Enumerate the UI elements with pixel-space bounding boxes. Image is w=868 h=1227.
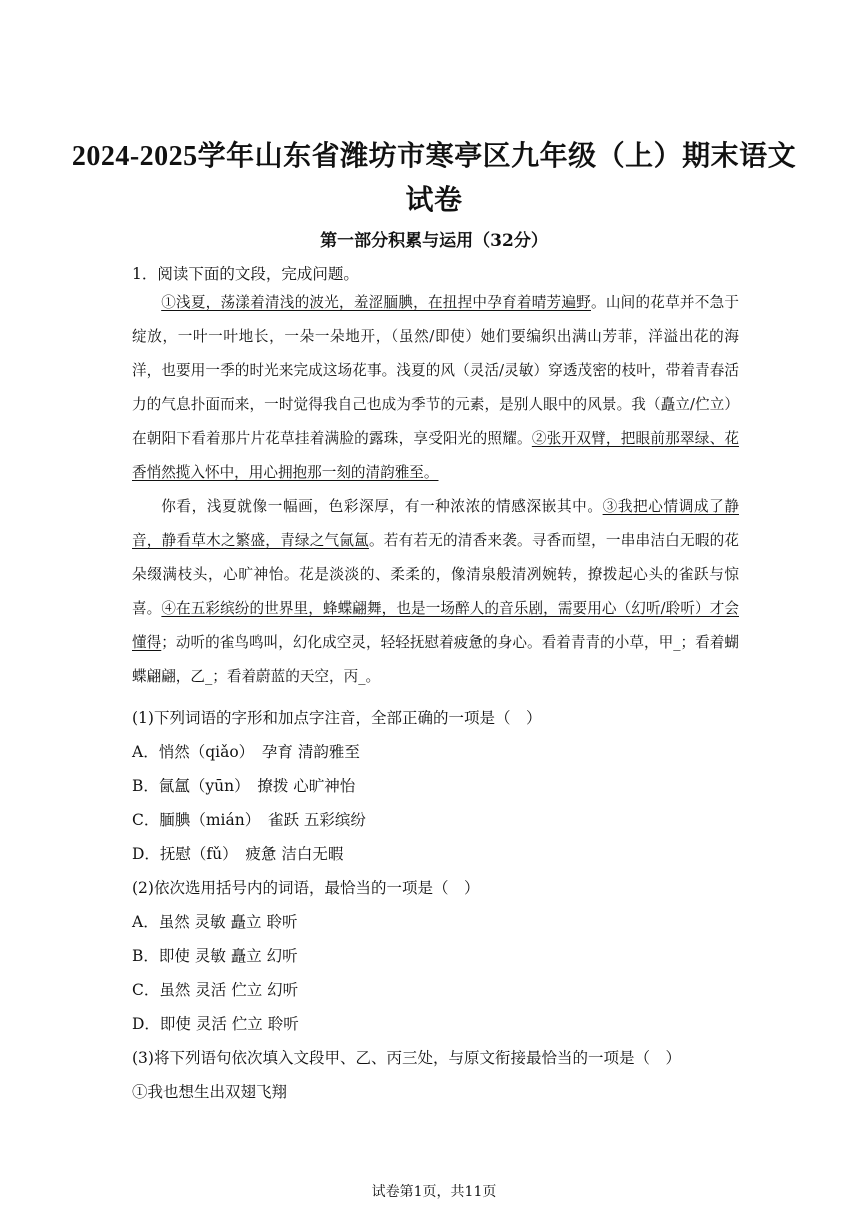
q1-1-option-d: D．抚慰（fǔ） 疲惫 洁白无暇 [132, 845, 344, 863]
document-title-line1: 2024-2025学年山东省潍坊市寒亭区九年级（上）期末语文 [71, 141, 797, 172]
question-1-3-stem: (3)将下列语句依次填入文段甲、乙、丙三处，与原文衔接最恰当的一项是（ ） [132, 1049, 681, 1067]
q1-1-option-a: A．悄然（qiǎo） 孕育 清韵雅至 [132, 743, 360, 761]
passage-text: 你看，浅夏就像一幅画，色彩深厚，有一种浓浓的情感深嵌其中。 [161, 498, 603, 515]
q1-1-option-b: B．氤氲（yūn） 撩拨 心旷神怡 [132, 777, 356, 795]
sentence-3: ③我把心情调成了静音，静看草木之繁盛，青绿之气氤氲 [132, 498, 739, 549]
sentence-4: ④在五彩缤纷的世界里，蜂蝶翩舞，也是一场醉人的音乐剧，需要用心（幻听/聆听）才会懂得 [132, 600, 739, 651]
q1-2-option-c: C．虽然 灵活 伫立 幻听 [132, 981, 299, 999]
passage-paragraph-1 [132, 286, 739, 490]
passage-text: 。若有若无的清香来袭。寻香而望，一串串洁白无暇的花朵缀满枝头，心旷神怡。花是淡淡的、柔柔的，像清泉般清冽婉转，撩拨起心头的雀跃与惊喜。 [132, 532, 739, 617]
passage-text: 。山间的花草并不急于绽放，一叶一叶地长，一朵一朵地开，（虽然/即使）她们要编织出满山芳菲，洋溢出花的海洋，也要用一季的时光来完成这场花事。浅夏的风（灵活/灵敏）穿透茂密的枝叶，带着青春活力的气息扑面而来，一时觉得我自己也成为季节的元素，是别人眼中的风景。我（矗立/伫立）在朝阳下看着那片片花草挂着满脸的露珠，享受阳光的照耀。 [132, 294, 739, 447]
question-1-stem: 1．阅读下面的文段，完成问题。 [132, 265, 359, 283]
sentence-1: ①浅夏，荡漾着清浅的波光，羞涩腼腆，在扭捏中孕育着晴芳遍野 [161, 294, 591, 311]
document-title-line2: 试卷 [405, 185, 463, 216]
passage-text: ；动听的雀鸟鸣叫，幻化成空灵，轻轻抚慰着疲惫的身心。看着青青的小草，甲_；看着蝴蝶翩翩，乙_；看着蔚蓝的天空，丙_。 [132, 634, 739, 685]
q1-2-option-b: B．即使 灵敏 矗立 幻听 [132, 947, 298, 965]
sentence-2: ②张开双臂，把眼前那翠绿、花香悄然揽入怀中，用心拥抱那一刻的清韵雅至。 [132, 430, 739, 481]
q1-2-option-d: D．即使 灵活 伫立 聆听 [132, 1015, 299, 1033]
question-1-2-stem: (2)依次选用括号内的词语，最恰当的一项是（ ） [132, 879, 480, 897]
section-title: 第一部分积累与运用（32分） [320, 231, 548, 251]
reading-passage [132, 286, 739, 694]
page-footer: 试卷第1页，共11页 [371, 1184, 497, 1200]
q1-2-option-a: A．虽然 灵敏 矗立 聆听 [132, 913, 298, 931]
question-1-1-stem: (1)下列词语的字形和加点字注音，全部正确的一项是（ ） [132, 709, 542, 727]
q1-3-item-1: ①我也想生出双翅飞翔 [132, 1083, 288, 1101]
q1-1-option-c: C．腼腆（mián） 雀跃 五彩缤纷 [132, 811, 366, 829]
passage-paragraph-2 [132, 490, 739, 694]
